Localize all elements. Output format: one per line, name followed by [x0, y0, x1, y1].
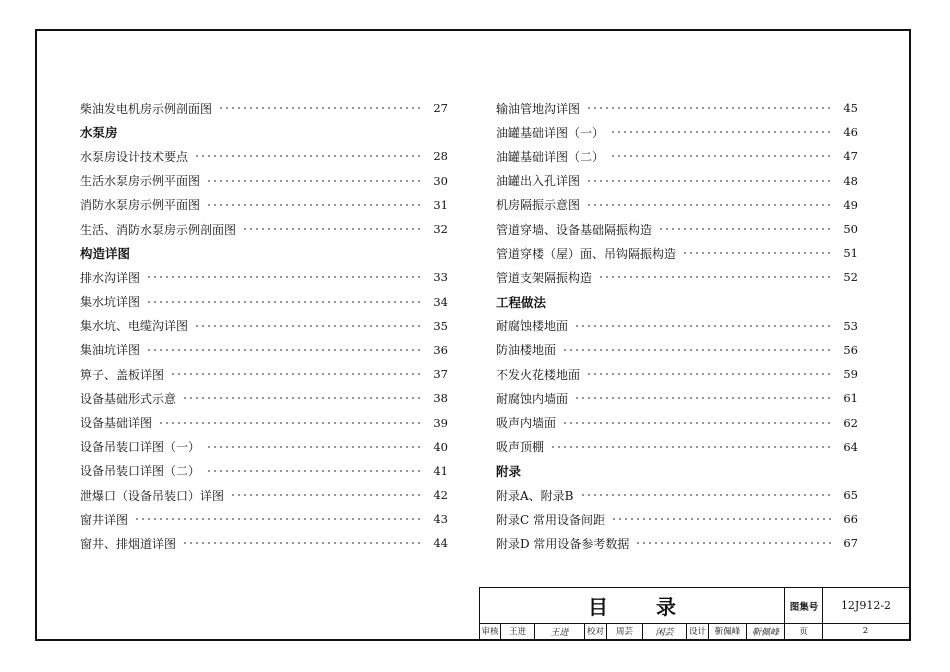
toc-entry-page: 38 [433, 391, 448, 406]
toc-entry-title: 生活水泵房示例平面图 [80, 174, 201, 189]
dot-leader [206, 175, 422, 187]
toc-entry-title: 吸声内墙面 [496, 416, 557, 431]
toc-entry [496, 193, 858, 217]
catalog-title: 目录 [588, 595, 724, 619]
toc-entry-title: 附录 [496, 463, 522, 479]
dot-leader [550, 441, 832, 453]
dot-leader [170, 368, 422, 380]
toc-left-column [80, 96, 448, 556]
toc-entry [80, 144, 448, 168]
toc-entry-title: 防油楼地面 [496, 343, 557, 358]
dot-leader [610, 150, 832, 162]
toc-entry-page: 61 [843, 391, 858, 406]
toc-entry-title: 耐腐蚀楼地面 [496, 319, 569, 334]
toc-entry-title: 附录A、附录B [496, 488, 574, 503]
check-signature: 闲芸 [642, 623, 686, 639]
dot-leader [230, 489, 422, 501]
toc-entry [80, 483, 448, 507]
design-label: 设计 [686, 623, 708, 639]
toc-entry-title: 排水沟详图 [80, 270, 141, 285]
toc-entry [496, 362, 858, 386]
toc-entry-page: 59 [843, 367, 858, 382]
dot-leader [182, 537, 422, 549]
toc-entry-page: 67 [843, 536, 858, 551]
toc-entry-page: 37 [433, 367, 448, 382]
toc-entry-title: 柴油发电机房示例剖面图 [80, 101, 213, 116]
dot-leader [574, 320, 832, 332]
toc-entry-title: 设备吊装口详图（二） [80, 464, 201, 479]
toc-entry-page: 44 [433, 536, 448, 551]
toc-section-heading [496, 459, 858, 483]
toc-entry-page: 33 [433, 270, 448, 285]
review-name: 王迸 [500, 623, 534, 639]
toc-entry-page: 66 [843, 512, 858, 527]
dot-leader [146, 344, 422, 356]
dot-leader [574, 392, 832, 404]
toc-entry [496, 96, 858, 120]
toc-entry-page: 65 [843, 488, 858, 503]
toc-entry-title: 箅子、盖板详图 [80, 367, 165, 382]
toc-entry-page: 52 [843, 270, 858, 285]
dot-leader [146, 296, 422, 308]
check-label: 校对 [584, 623, 606, 639]
toc-entry [496, 265, 858, 289]
toc-entry [80, 193, 448, 217]
dot-leader [598, 271, 832, 283]
toc-entry [80, 290, 448, 314]
toc-entry-title: 油罐基础详图（二） [496, 149, 605, 164]
page-number: 2 [822, 623, 908, 639]
dot-leader [580, 489, 833, 501]
toc-entry [496, 531, 858, 555]
toc-entry [80, 96, 448, 120]
toc-entry [80, 507, 448, 531]
toc-entry [496, 507, 858, 531]
toc-entry-page: 30 [433, 173, 448, 188]
dot-leader [610, 126, 832, 138]
toc-entry-title: 管道穿楼（屋）面、吊钩隔振构造 [496, 246, 677, 261]
toc-entry-page: 49 [843, 197, 858, 212]
toc-entry [80, 169, 448, 193]
dot-leader [586, 175, 832, 187]
atlas-number-label: 图集号 [784, 588, 823, 623]
toc-section-heading [496, 290, 858, 314]
toc-entry [80, 410, 448, 434]
toc-entry-title: 油罐出入孔详图 [496, 174, 581, 189]
toc-entry-page: 28 [433, 149, 448, 164]
toc-entry-title: 集水坑、电缆沟详图 [80, 319, 189, 334]
toc-entry-page: 41 [433, 463, 448, 478]
toc-entry [80, 265, 448, 289]
toc-entry-page: 64 [843, 439, 858, 454]
toc-entry [496, 435, 858, 459]
check-name: 周芸 [606, 623, 642, 639]
toc-entry-title: 水泵房 [80, 125, 118, 141]
toc-entry-title: 消防水泵房示例平面图 [80, 198, 201, 213]
toc-entry-title: 窗井详图 [80, 512, 129, 527]
toc-entry-page: 43 [433, 512, 448, 527]
review-label: 审核 [481, 627, 499, 637]
toc-entry-page: 53 [843, 318, 858, 333]
toc-entry-title: 设备基础形式示意 [80, 391, 177, 406]
toc-entry-page: 51 [843, 246, 858, 261]
design-name: 靳佩峰 [708, 623, 746, 639]
toc-entry [496, 338, 858, 362]
dot-leader [562, 344, 832, 356]
toc-entry [80, 362, 448, 386]
dot-leader [682, 247, 832, 259]
dot-leader [218, 102, 422, 114]
dot-leader [611, 513, 832, 525]
dot-leader [242, 223, 422, 235]
toc-entry [80, 459, 448, 483]
dot-leader [562, 417, 832, 429]
dot-leader [586, 102, 832, 114]
dot-leader [635, 537, 832, 549]
toc-entry-page: 50 [843, 222, 858, 237]
atlas-number: 12J912-2 [822, 588, 909, 623]
title-block [479, 587, 909, 639]
dot-leader [586, 368, 832, 380]
toc-entry-title: 机房隔振示意图 [496, 198, 581, 213]
toc-entry-page: 48 [843, 173, 858, 188]
title-block-signature-row [480, 623, 909, 639]
toc-entry-title: 生活、消防水泵房示例剖面图 [80, 222, 237, 237]
toc-entry [496, 386, 858, 410]
design-signature: 靳佩峰 [746, 623, 784, 639]
toc-entry [496, 144, 858, 168]
toc-entry-title: 管道支架隔振构造 [496, 270, 593, 285]
toc-entry [496, 241, 858, 265]
toc-entry-title: 附录C 常用设备间距 [496, 512, 605, 527]
toc-entry [80, 217, 448, 241]
toc-entry-title: 耐腐蚀内墙面 [496, 391, 569, 406]
toc-entry-page: 56 [843, 342, 858, 357]
page-label: 页 [784, 623, 822, 639]
dot-leader [206, 441, 422, 453]
toc-entry-title: 水泵房设计技术要点 [80, 149, 189, 164]
toc-entry-title: 不发火花楼地面 [496, 367, 581, 382]
toc-entry-page: 45 [843, 101, 858, 116]
toc-entry-title: 管道穿墙、设备基础隔振构造 [496, 222, 653, 237]
toc-entry [496, 483, 858, 507]
toc-entry-title: 集油坑详图 [80, 343, 141, 358]
toc-entry-page: 35 [433, 318, 448, 333]
toc-entry [496, 410, 858, 434]
toc-entry-page: 62 [843, 415, 858, 430]
dot-leader [206, 199, 422, 211]
toc-entry-title: 输油管地沟详图 [496, 101, 581, 116]
toc-entry [496, 314, 858, 338]
toc-entry [496, 169, 858, 193]
toc-entry-title: 设备吊装口详图（一） [80, 440, 201, 455]
toc-entry [496, 217, 858, 241]
toc-entry-page: 42 [433, 488, 448, 503]
toc-section-heading [80, 241, 448, 265]
toc-entry-page: 31 [433, 197, 448, 212]
toc-entry-page: 46 [843, 125, 858, 140]
toc-entry-title: 附录D 常用设备参考数据 [496, 536, 630, 551]
dot-leader [586, 199, 832, 211]
toc-entry-title: 设备基础详图 [80, 416, 153, 431]
dot-leader [182, 392, 422, 404]
toc-entry-title: 工程做法 [496, 294, 547, 310]
dot-leader [194, 150, 422, 162]
toc-entry [80, 386, 448, 410]
toc-entry [496, 120, 858, 144]
toc-entry [80, 314, 448, 338]
dot-leader [158, 417, 422, 429]
toc-entry-page: 40 [433, 439, 448, 454]
review-signature: 王迸 [534, 623, 584, 639]
toc-entry-page: 39 [433, 415, 448, 430]
title-block-top-row [480, 588, 909, 624]
toc-entry-title: 集水坑详图 [80, 295, 141, 310]
dot-leader [658, 223, 832, 235]
toc-entry-page: 27 [433, 101, 448, 116]
toc-section-heading [80, 120, 448, 144]
dot-leader [194, 320, 422, 332]
toc-entry-title: 吸声顶棚 [496, 440, 545, 455]
toc-entry [80, 338, 448, 362]
toc-entry-page: 47 [843, 149, 858, 164]
dot-leader [134, 513, 422, 525]
dot-leader [206, 465, 422, 477]
toc-entry [80, 531, 448, 555]
toc-entry-title: 泄爆口（设备吊装口）详图 [80, 488, 225, 503]
toc-entry [80, 435, 448, 459]
toc-entry-page: 32 [433, 222, 448, 237]
toc-entry-title: 油罐基础详图（一） [496, 125, 605, 140]
toc-entry-page: 36 [433, 342, 448, 357]
toc-right-column [496, 96, 858, 556]
toc-entry-title: 构造详图 [80, 246, 131, 262]
toc-entry-title: 窗井、排烟道详图 [80, 536, 177, 551]
dot-leader [146, 271, 422, 283]
toc-entry-page: 34 [433, 294, 448, 309]
